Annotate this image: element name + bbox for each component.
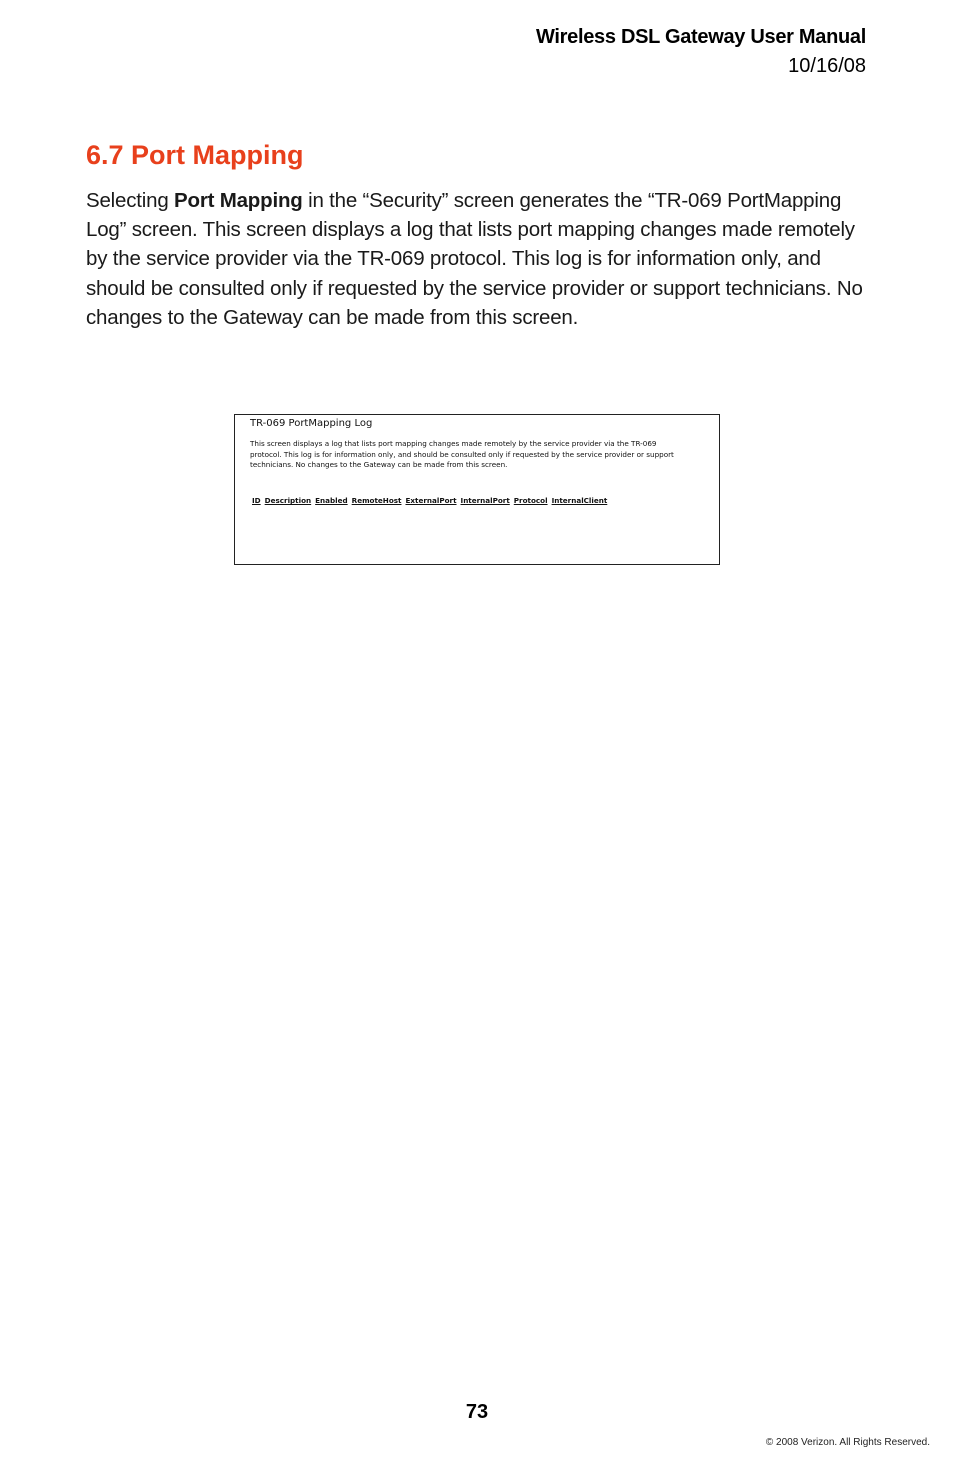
- page-number: 73: [465, 1401, 489, 1423]
- column-header-protocol[interactable]: Protocol: [513, 496, 548, 505]
- paragraph-rest: in the “Security” screen generates the “TR-069 PortMapping Log” screen. This screen displays a log that lists port mapping changes made remotely by the service provider via the TR-069 protocol. This log is for information only, and should be consulted only if requested by the service provider or support technicians. No changes to the Gateway can be made from this screen.: [86, 189, 863, 329]
- column-header-externalport[interactable]: ExternalPort: [405, 496, 457, 505]
- manual-date: 10/16/08: [788, 55, 866, 77]
- column-header-id[interactable]: ID: [252, 496, 261, 505]
- section-title: 6.7 Port Mapping: [86, 140, 304, 170]
- paragraph-lead: Selecting: [86, 189, 175, 212]
- column-header-internalport[interactable]: InternalPort: [460, 496, 510, 505]
- paragraph-bold-term: Port Mapping: [174, 189, 303, 212]
- manual-title: Wireless DSL Gateway User Manual: [536, 26, 866, 48]
- section-paragraph: [86, 186, 876, 332]
- screenshot-title: TR-069 PortMapping Log: [250, 418, 373, 429]
- column-header-enabled[interactable]: Enabled: [315, 496, 348, 505]
- portmapping-log-screenshot: [234, 414, 720, 565]
- copyright-notice: © 2008 Verizon. All Rights Reserved.: [765, 1437, 930, 1448]
- column-header-internalclient[interactable]: InternalClient: [551, 496, 608, 505]
- log-table-header: [252, 496, 607, 505]
- column-header-description[interactable]: Description: [264, 496, 312, 505]
- screenshot-description: This screen displays a log that lists port mapping changes made remotely by the service provider via the TR-069 protocol. This log is for information only, and should be consulted only if requested by the service provider or support technicians. No changes to the Gateway can be made from this screen.: [250, 439, 674, 470]
- column-header-remotehost[interactable]: RemoteHost: [351, 496, 402, 505]
